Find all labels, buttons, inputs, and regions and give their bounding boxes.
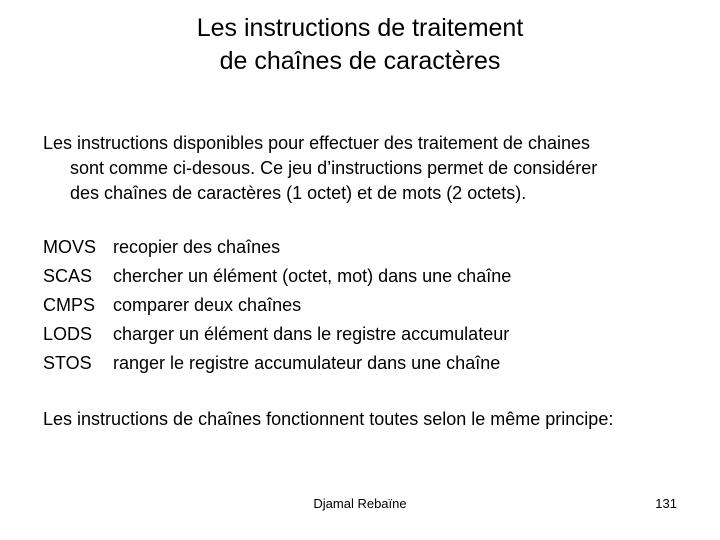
intro-line-2: sont comme ci-desous. Ce jeu d’instructions permet de considérer <box>70 158 598 178</box>
intro-paragraph <box>43 131 683 206</box>
intro-line-3: des chaînes de caractères (1 octet) et de mots (2 octets). <box>70 183 527 203</box>
instruction-row-cmps <box>43 291 693 320</box>
footer-author: Djamal Rebaïne <box>313 496 407 511</box>
closing-sentence: Les instructions de chaînes fonctionnent toutes selon le même principe: <box>43 409 614 429</box>
instruction-code: MOVS <box>43 237 97 257</box>
instruction-description: recopier des chaînes <box>113 237 281 257</box>
intro-line-1: Les instructions disponibles pour effectuer des traitement de chaines <box>43 133 590 153</box>
instruction-list <box>43 233 693 378</box>
slide-title-line-2: de chaînes de caractères <box>219 47 501 75</box>
instruction-code: STOS <box>43 353 92 373</box>
instruction-code: LODS <box>43 324 93 344</box>
instruction-code: SCAS <box>43 266 93 286</box>
instruction-description: charger un élément dans le registre accumulateur <box>113 324 510 344</box>
footer-page-number: 131 <box>655 496 677 511</box>
slide-title-line-1: Les instructions de traitement <box>196 14 524 42</box>
slide-title <box>0 12 720 78</box>
instruction-description: comparer deux chaînes <box>113 295 302 315</box>
instruction-description: ranger le registre accumulateur dans une chaîne <box>113 353 501 373</box>
instruction-description: chercher un élément (octet, mot) dans une chaîne <box>113 266 512 286</box>
instruction-row-lods <box>43 320 693 349</box>
instruction-row-movs <box>43 233 693 262</box>
instruction-code: CMPS <box>43 295 96 315</box>
instruction-row-scas <box>43 262 693 291</box>
instruction-row-stos <box>43 349 693 378</box>
